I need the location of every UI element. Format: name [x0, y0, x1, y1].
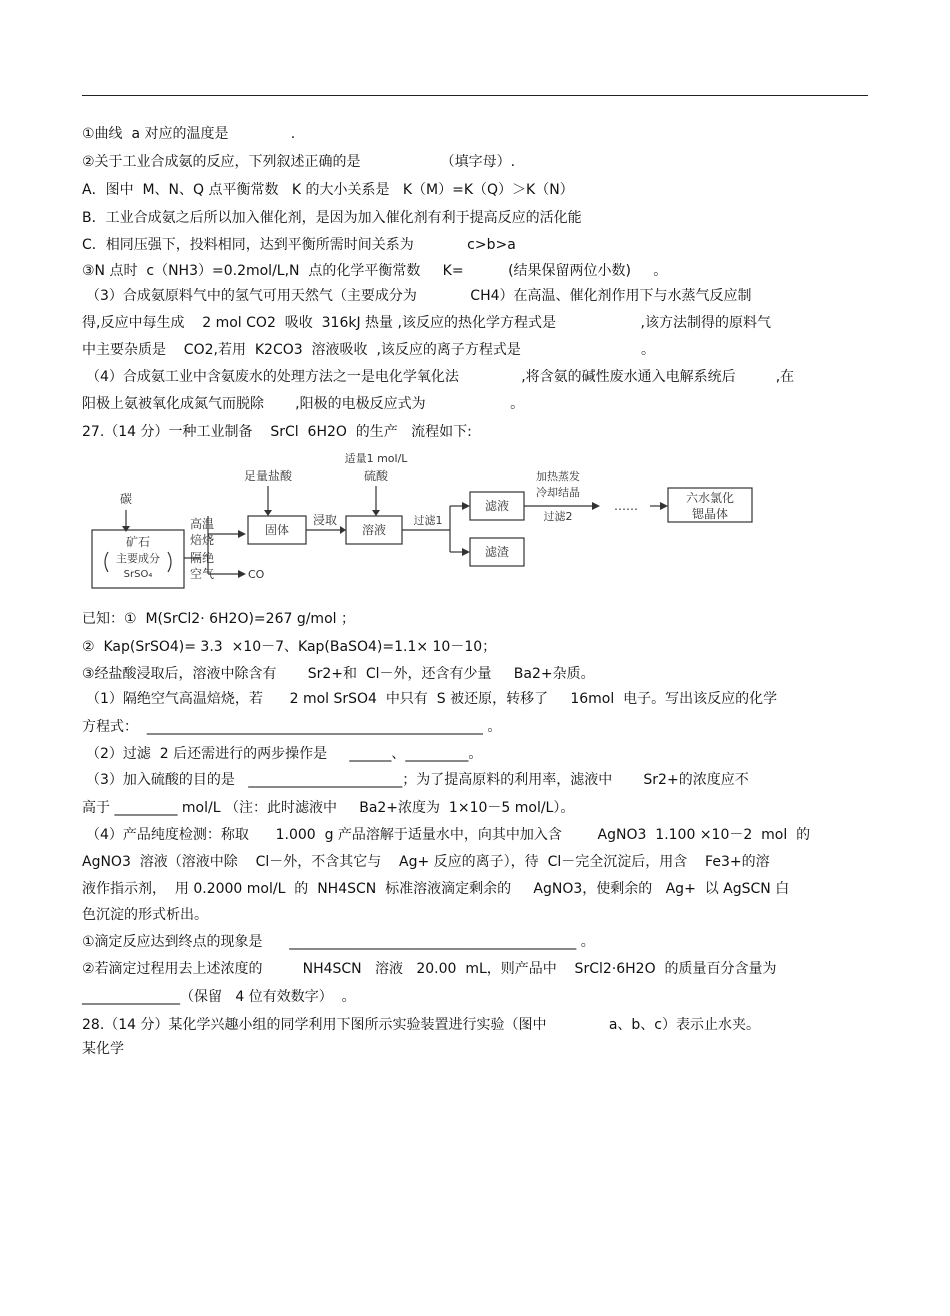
ore-main-label: 主要成分 — [116, 552, 160, 565]
text-line: 某化学 — [82, 1041, 124, 1057]
ellipsis: …… — [614, 499, 638, 513]
text-line: A．图中 M、N、Q 点平衡常数 K 的大小关系是 K（M）=K（Q）＞K（N） — [82, 182, 574, 198]
text-line: 色沉淀的形式析出。 — [82, 907, 208, 923]
text-line: （4）合成氨工业中含氨废水的处理方法之一是电化学氧化法 ,将含氨的碱性废水通入电解系统后 ,在 — [86, 369, 795, 385]
residue-box-label: 滤渣 — [484, 545, 510, 559]
text-line: B．工业合成氨之后所以加入催化剂，是因为加入催化剂有利于提高反应的活化能 — [82, 210, 582, 226]
filter2-label: 过滤2 — [543, 510, 573, 523]
crystallize-label: 冷却结晶 — [536, 486, 580, 499]
text-line: AgNO3 溶液（溶液中除 Cl－外，不含其它与 Ag+ 反应的离子），待 Cl－完全沉淀后，用含 Fe3+的溶 — [82, 854, 770, 870]
roast-label: 高温 — [190, 517, 215, 531]
text-line: C．相同压强下，投料相同，达到平衡所需时间关系为 c>b>a — [82, 237, 516, 253]
co-label: CO — [248, 568, 265, 581]
text-line: ①曲线 a 对应的温度是 . — [82, 126, 296, 142]
text-line: 已知：① M(SrCl2· 6H2O)=267 g/mol ； — [82, 611, 355, 627]
text-line: 液作指示剂， 用 0.2000 mol/L 的 NH4SCN 标准溶液滴定剩余的 AgNO3，使剩余的 Ag+ 以 AgSCN 白 — [82, 881, 790, 897]
text-line: ①滴定反应达到终点的现象是 _________________________________________ 。 — [82, 934, 595, 950]
text-line: （3）合成氨原料气中的氢气可用天然气（主要成分为 CH4）在高温、催化剂作用下与水蒸气反应制 — [86, 288, 752, 304]
ore-formula: SrSO₄ — [123, 569, 153, 580]
text-line: 中主要杂质是 CO2,若用 K2CO3 溶液吸收 ,该反应的离子方程式是 。 — [82, 342, 656, 358]
text-line: ③N 点时 c（NH3）=0.2mol/L,N 点的化学平衡常数 K= (结果保留两位小数) 。 — [82, 263, 668, 279]
product-box-label: 锶晶体 — [691, 507, 729, 521]
text-line: 高于 _________ mol/L （注：此时滤液中 Ba2+浓度为 1×10－5 mol/L）。 — [82, 800, 575, 816]
text-line: 得,反应中每生成 2 mol CO2 吸收 316kJ 热量 ,该反应的热化学方程式是 ,该方法制得的原料气 — [82, 315, 771, 331]
solid-box-label: 固体 — [264, 523, 290, 537]
text-line: ② Kap(SrSO4)= 3.3 ×10－7、Kap(BaSO4)=1.1× 10－10； — [82, 639, 497, 655]
text-line: 阳极上氨被氧化成氮气而脱除 ,阳极的电极反应式为 。 — [82, 396, 525, 412]
h2so4-label: 硫酸 — [363, 469, 389, 483]
text-line: （3）加入硫酸的目的是 ______________________；为了提高原料的利用率，滤液中 Sr2+的浓度应不 — [86, 772, 749, 788]
hcl-label: 足量盐酸 — [243, 469, 293, 483]
text-line: （4）产品纯度检测：称取 1.000 g 产品溶解于适量水中，向其中加入含 AgNO3 1.100 ×10－2 mol 的 — [86, 827, 811, 843]
question-27-title: 27.（14 分）一种工业制备 SrCl 6H2O 的生产 流程如下: — [82, 424, 472, 440]
roast-label: 隔绝 — [190, 551, 215, 565]
filter1-label: 过滤1 — [413, 514, 443, 527]
question-28-title: 28.（14 分）某化学兴趣小组的同学利用下图所示实验装置进行实验（图中 a、b、c）表示止水夹。 — [82, 1017, 760, 1033]
header-rule — [82, 95, 868, 96]
h2so4-conc-label: 适量1 mol/L — [344, 452, 408, 465]
ore-label: 矿石 — [125, 535, 151, 549]
text-line: ③经盐酸浸取后，溶液中除含有 Sr2+和 Cl－外，还含有少量 Ba2+杂质。 — [82, 666, 595, 682]
text-line: ______________（保留 4 位有效数字） 。 — [82, 989, 356, 1005]
roast-label: 空气 — [190, 567, 215, 581]
leach-label: 浸取 — [312, 513, 338, 527]
text-line: （2）过滤 2 后还需进行的两步操作是 ______、_________。 — [86, 746, 483, 762]
text-line: （1）隔绝空气高温焙烧，若 2 mol SrSO4 中只有 S 被还原，转移了 16mol 电子。写出该反应的化学 — [86, 691, 778, 707]
text-line: ②若滴定过程用去上述浓度的 NH4SCN 溶液 20.00 mL，则产品中 SrCl2·6H2O 的质量百分含量为 — [82, 961, 777, 977]
evaporate-label: 加热蒸发 — [536, 470, 580, 483]
solution-box-label: 溶液 — [361, 523, 387, 537]
carbon-label: 碳 — [119, 492, 133, 506]
text-line: 方程式： ________________________________________________ 。 — [82, 719, 502, 735]
filtrate-box-label: 滤液 — [484, 499, 510, 513]
roast-label: 焙烧 — [190, 533, 215, 547]
product-box-label: 六水氯化 — [685, 491, 735, 505]
process-flow-diagram — [88, 448, 768, 598]
text-line: ②关于工业合成氨的反应，下列叙述正确的是 （填字母）. — [82, 154, 516, 170]
